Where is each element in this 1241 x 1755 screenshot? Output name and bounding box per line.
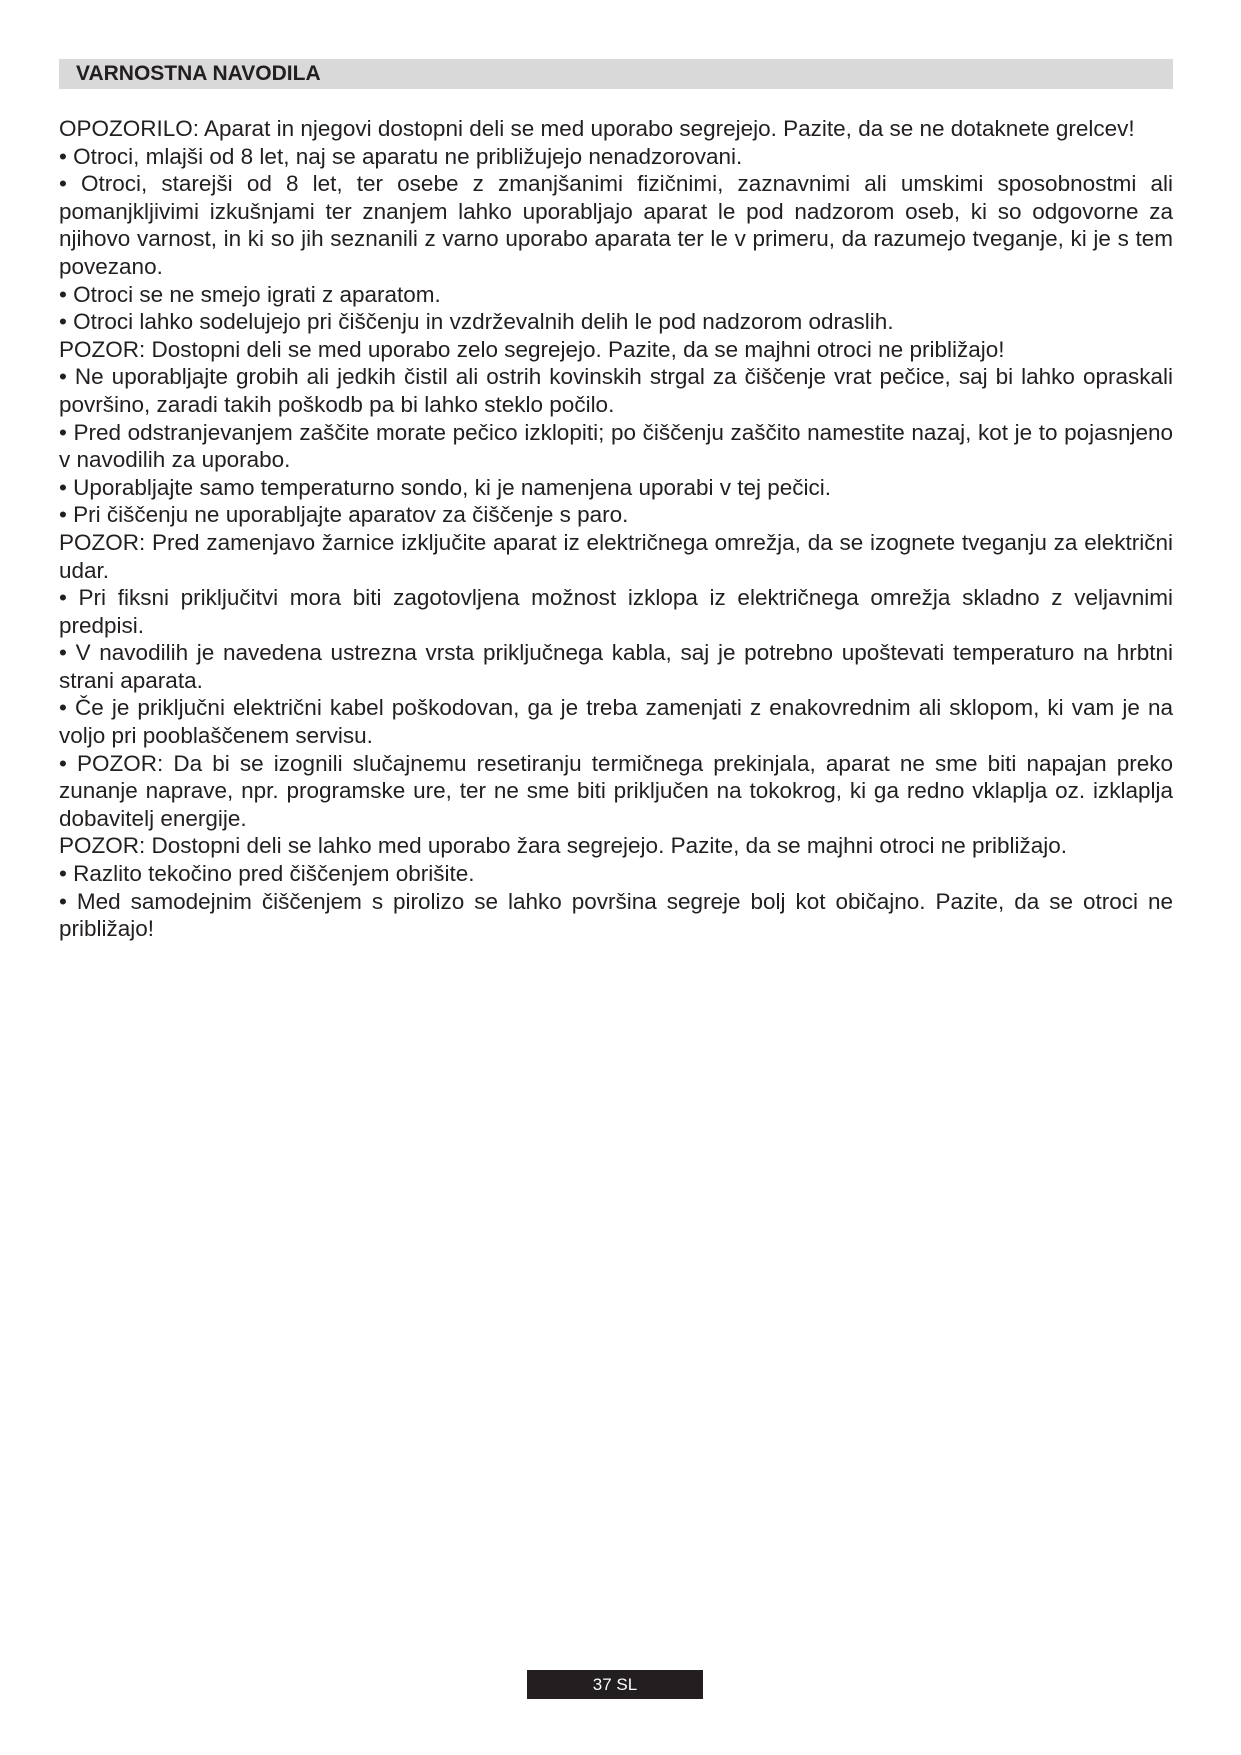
safety-instructions-body: [59, 115, 1173, 943]
list-item: • Pred odstranjevanjem zaščite morate pečico izklopiti; po čiščenju zaščito namestite nazaj, kot je to pojasnjeno v navodilih za uporabo.: [59, 419, 1173, 473]
list-item: • Razlito tekočino pred čiščenjem obrišite.: [59, 861, 475, 887]
list-item: • Otroci, starejši od 8 let, ter osebe z zmanjšanimi fizičnimi, zaznavnimi ali umskimi sposobnostmi ali pomanjkljivimi izkušnjami ter znanjem lahko uporabljajo aparat le pod nadzorom oseb, ki so odgovorne za njihovo varnost, in ki so jih seznanili z varno uporabo aparata ter le v primeru, da razumejo tveganje, ki je s tem povezano.: [59, 171, 1173, 279]
list-item: • V navodilih je navedena ustrezna vrsta priključnega kabla, saj je potrebno upoštevati temperaturo na hrbtni strani aparata.: [59, 640, 1173, 693]
list-item: • Uporabljajte samo temperaturno sondo, ki je namenjena uporabi v tej pečici.: [59, 474, 832, 500]
warning-paragraph: POZOR: Dostopni deli se lahko med uporabo žara segrejejo. Pazite, da se majhni otroci ne približajo.: [59, 833, 1068, 859]
list-item: • Pri fiksni priključitvi mora biti zagotovljena možnost izklopa iz električnega omrežja skladno z veljavnimi predpisi.: [59, 585, 1173, 638]
list-item: • Otroci, mlajši od 8 let, naj se aparatu ne približujejo nenadzorovani.: [59, 143, 743, 169]
list-item: • Otroci lahko sodelujejo pri čiščenju in vzdrževalnih delih le pod nadzorom odraslih.: [59, 309, 894, 335]
page-number-badge: 37 SL: [527, 1670, 703, 1699]
list-item: • Ne uporabljajte grobih ali jedkih čistil ali ostrih kovinskih strgal za čiščenje vrat pečice, saj bi lahko opraskali površino, zaradi takih poškodb pa bi lahko steklo počilo.: [59, 364, 1173, 417]
list-item: • Pri čiščenju ne uporabljajte aparatov za čiščenje s paro.: [59, 502, 629, 528]
list-item: • Če je priključni električni kabel poškodovan, ga je treba zamenjati z enakovrednim ali sklopom, ki vam je na voljo pri pooblaščenem servisu.: [59, 695, 1173, 749]
warning-paragraph: POZOR: Pred zamenjavo žarnice izključite aparat iz električnega omrežja, da se izognete tveganju za električni udar.: [59, 529, 1173, 583]
list-item: • Med samodejnim čiščenjem s pirolizo se lahko površina segreje bolj kot običajno. Pazite, da se otroci ne približajo!: [59, 888, 1173, 942]
list-item: • Otroci se ne smejo igrati z aparatom.: [59, 281, 441, 307]
warning-paragraph: POZOR: Dostopni deli se med uporabo zelo segrejejo. Pazite, da se majhni otroci ne približajo!: [59, 336, 1005, 362]
section-title: VARNOSTNA NAVODILA: [59, 59, 1173, 89]
warning-paragraph: OPOZORILO: Aparat in njegovi dostopni deli se med uporabo segrejejo. Pazite, da se ne dotaknete grelcev!: [59, 116, 1135, 141]
list-item: • POZOR: Da bi se izognili slučajnemu resetiranju termičnega prekinjala, aparat ne sme biti napajan preko zunanje naprave, npr. programske ure, ter ne sme biti priključen na tokokrog, ki ga redno vklaplja oz. izklaplja dobavitelj energije.: [59, 750, 1173, 831]
